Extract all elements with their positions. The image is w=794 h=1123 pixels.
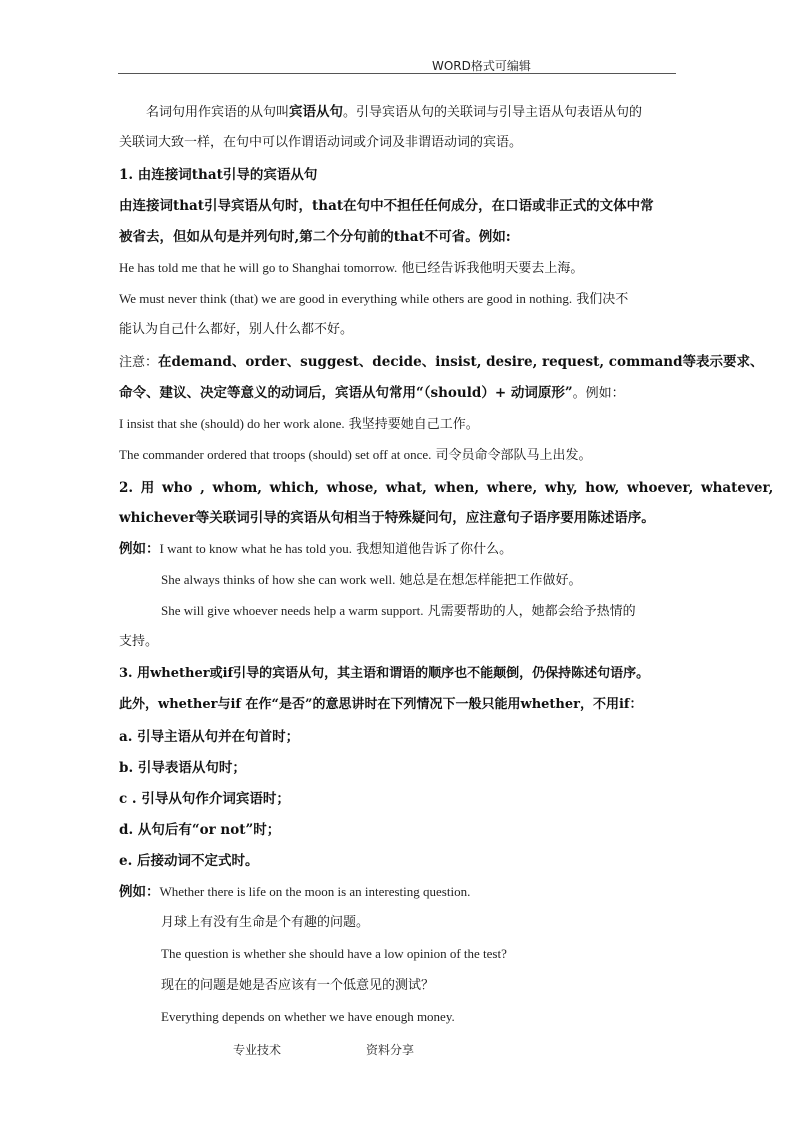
page-header: WORD格式可编辑 — [432, 59, 531, 73]
note-example-2 — [119, 447, 592, 464]
example-zh: 凡需要帮助的人，她都会给予热情的 — [423, 604, 636, 619]
intro-line-2: 关联词大致一样，在句中可以作谓语动词或介词及非谓语动词的宾语。 — [119, 135, 523, 150]
example-zh: 我想知道他告诉了你什么。 — [351, 542, 513, 557]
footer-left: 专业技术 — [233, 1043, 282, 1057]
note-text: 命令、建议、决定等意义的动词后，宾语从句常用“（should）+ 动词原形” — [119, 385, 573, 401]
example-zh: 司令员命令部队马上出发。 — [431, 448, 592, 463]
section-1-example-2 — [119, 291, 628, 308]
section-1-example-1 — [119, 260, 583, 277]
section-3-example-1-zh: 月球上有没有生命是个有趣的问题。 — [161, 915, 370, 930]
note-text: 在demand、order、suggest、decide、insist, desire, request, command等表示要求、 — [158, 354, 764, 370]
note-example-1 — [119, 416, 479, 433]
section-3-item-e: e. 后接动词不定式时。 — [119, 853, 259, 869]
section-3-heading-line-2: 此外，whether与if 在作“是否”的意思讲时在下列情况下一般只能用whether，不用if： — [119, 697, 643, 712]
section-2-example-3-cont: 支持。 — [119, 634, 159, 649]
section-1-rule-line-2: 被省去，但如从句是并列句时,第二个分句前的that不可省。例如: — [119, 229, 511, 245]
example-zh: 我坚持要她自己工作。 — [344, 417, 479, 432]
example-en: I insist that she (should) do her work alone. — [119, 416, 345, 431]
section-2-example-1 — [119, 541, 512, 558]
example-label: 例如： — [119, 541, 160, 557]
example-label: 例如： — [119, 884, 160, 900]
section-2-heading-line-2: whichever等关联词引导的宾语从句相当于特殊疑问句，应注意句子语序要用陈述语序。 — [119, 510, 655, 526]
section-1-example-2-cont: 能认为自己什么都好，别人什么都不好。 — [119, 322, 354, 337]
section-3-item-a: a. 引导主语从句并在句首时； — [119, 729, 300, 745]
example-zh: 他已经告诉我他明天要去上海。 — [397, 261, 584, 276]
header-divider — [118, 73, 676, 74]
example-en: She always thinks of how she can work well. — [161, 572, 396, 587]
intro-text: 名词句用作宾语的从句叫 — [146, 105, 290, 120]
example-en: He has told me that he will go to Shanghai tomorrow. — [119, 260, 398, 275]
example-en: I want to know what he has told you. — [159, 541, 352, 556]
note-label: 注意： — [119, 355, 159, 370]
example-zh: 她总是在想怎样能把工作做好。 — [395, 573, 582, 588]
section-3-heading-line-1: 3. 用whether或if引导的宾语从句，其主语和谓语的顺序也不能颠倒，仍保持陈述句语序。 — [119, 666, 650, 681]
section-2-example-2 — [161, 572, 581, 589]
section-1-rule-line-1: 由连接词that引导宾语从句时，that在句中不担任任何成分，在口语或非正式的文体中常 — [119, 198, 654, 214]
section-3-example-2: The question is whether she should have a low opinion of the test? — [161, 946, 507, 961]
note-text-tail: 。例如： — [572, 386, 625, 401]
note-line-1 — [119, 354, 764, 371]
example-en: We must never think (that) we are good in everything while others are good in nothing. — [119, 291, 573, 306]
footer-right: 资料分享 — [366, 1043, 415, 1057]
example-en: She will give whoever needs help a warm support. — [161, 603, 424, 618]
example-zh: 我们决不 — [572, 292, 629, 307]
section-2-heading-line-1: 2. 用 who , whom, which, whose, what, when, where, why, how, whoever, whatever, — [119, 480, 774, 496]
note-line-2 — [119, 385, 625, 402]
section-3-item-c: c . 引导从句作介词宾语时； — [119, 791, 290, 807]
section-3-example-1 — [119, 884, 470, 901]
section-3-example-3: Everything depends on whether we have enough money. — [161, 1009, 455, 1024]
section-1-heading: 1. 由连接词that引导的宾语从句 — [119, 167, 318, 183]
section-2-example-3 — [161, 603, 636, 620]
intro-text-cont: 。引导宾语从句的关联词与引导主语从句表语从句的 — [343, 105, 643, 120]
section-3-example-2-zh: 现在的问题是她是否应该有一个低意见的测试？ — [161, 978, 435, 993]
example-en: Whether there is life on the moon is an interesting question. — [159, 884, 471, 899]
example-en: The commander ordered that troops (should) set off at once. — [119, 447, 432, 462]
section-3-item-d: d. 从句后有“or not”时； — [119, 822, 281, 838]
intro-term: 宾语从句 — [289, 104, 344, 120]
section-3-item-b: b. 引导表语从句时； — [119, 760, 246, 776]
intro-line-1 — [146, 104, 642, 121]
